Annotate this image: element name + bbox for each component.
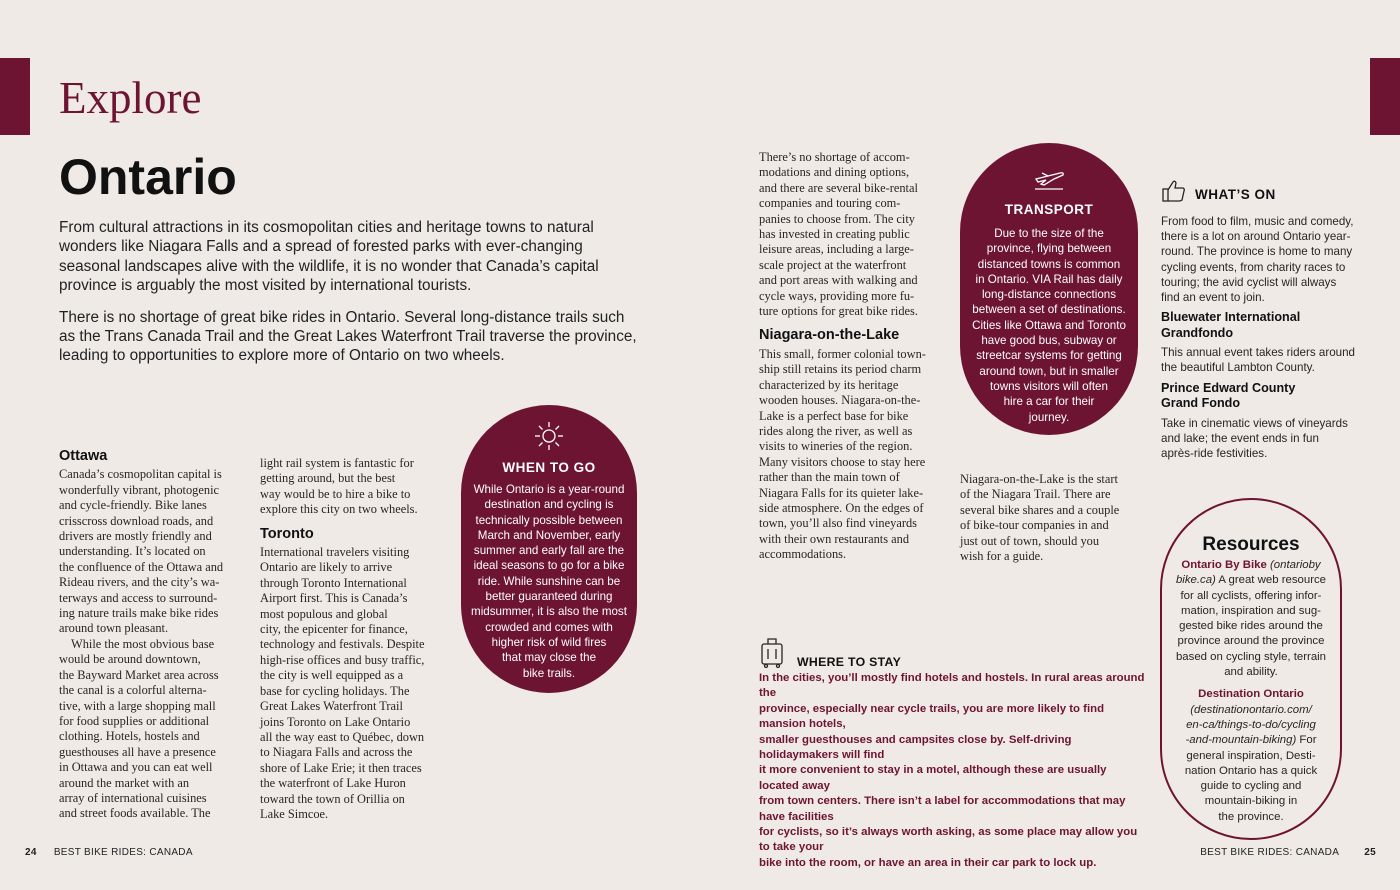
when-to-go-text-line: midsummer, it is also the most bbox=[471, 605, 627, 619]
ottawa-text-line: the Bayward Market area across bbox=[59, 667, 219, 682]
ottawa-text-line: While the most obvious base bbox=[71, 636, 215, 651]
airplane-icon bbox=[1032, 165, 1066, 191]
resource-line: general inspiration, Desti- bbox=[1186, 749, 1316, 762]
ottawa-text-line: Canada’s cosmopolitan capital is bbox=[59, 467, 222, 482]
transport-text-line: distanced towns is common bbox=[977, 257, 1121, 271]
ottawa-text-line: explore this city on two wheels. bbox=[260, 502, 418, 517]
when-to-go-text-line: that may close the bbox=[501, 651, 597, 665]
when-to-go-text bbox=[461, 482, 637, 681]
toronto-text-line: base for cycling holidays. The bbox=[260, 683, 410, 698]
toronto-text-line: cycle ways, providing more fu- bbox=[759, 288, 915, 303]
ottawa-text-line: clothing. Hotels, hostels and bbox=[59, 729, 200, 744]
resource-line: province around the province bbox=[1177, 635, 1325, 648]
when-to-go-text-line: better guaranteed during bbox=[485, 590, 613, 604]
transport-text-line: province, flying between bbox=[986, 242, 1112, 256]
intro-paragraph-1: From cultural attractions in its cosmopolitan cities and heritage towns to natural wonders like Niagara Falls and a spread of forested parks with ever-changing seasonal landscapes alive with the wildlife, it is no wonder that Canada’s capital province is arguably the most visited by international tourists. bbox=[59, 219, 599, 295]
niagara-text-line: town, you’ll also find vineyards bbox=[759, 516, 917, 531]
where-to-stay-text-line: for cyclists, so it’s always worth asking, as some place may allow you to take your bbox=[759, 826, 1138, 854]
left-page-number: 24 bbox=[25, 847, 37, 858]
toronto-text-line: to Niagara Falls and across the bbox=[260, 745, 413, 760]
toronto-text-line: Great Lakes Waterfront Trail bbox=[260, 699, 403, 714]
ottawa-text-line: wonderfully vibrant, photogenic bbox=[59, 482, 220, 497]
where-to-stay-text-line: bike into the room, or have an area in their car park to lock up. bbox=[759, 856, 1097, 869]
event-name: Prince Edward County bbox=[1161, 380, 1296, 395]
whats-on-text-line: there is a lot on around Ontario year- bbox=[1161, 230, 1351, 244]
toronto-text-line: city, the epicenter for finance, bbox=[260, 622, 408, 637]
transport-text-line: have good bus, subway or bbox=[981, 334, 1117, 348]
niagara-text-line: Many visitors choose to stay here bbox=[759, 454, 926, 469]
toronto-text-line: all the way east to Québec, down bbox=[260, 729, 425, 744]
when-to-go-text-line: bike trails. bbox=[522, 666, 576, 680]
toronto-text-line: joins Toronto on Lake Ontario bbox=[260, 714, 411, 729]
whats-on-text-line: find an event to join. bbox=[1161, 291, 1265, 305]
where-to-stay-title: WHERE TO STAY bbox=[797, 655, 902, 669]
left-running-title: BEST BIKE RIDES: CANADA bbox=[53, 847, 193, 858]
transport-text-line: around town, but in smaller bbox=[979, 364, 1119, 378]
niagara-text-line: Niagara Falls for its quieter lake- bbox=[759, 485, 924, 500]
ottawa-text-line: getting around, but the best bbox=[260, 471, 396, 486]
luggage-icon bbox=[759, 636, 785, 668]
toronto-text-line: the waterfront of Lake Huron bbox=[260, 776, 406, 791]
toronto-text-line: ture options for great bike rides. bbox=[759, 304, 918, 319]
ottawa-text-2 bbox=[59, 637, 249, 822]
event-item bbox=[1161, 310, 1361, 375]
resource-line: Ontario By Bike (ontarioby bbox=[1181, 559, 1321, 571]
niagara-text-line: Niagara-on-the-Lake is the start bbox=[960, 472, 1118, 486]
intro bbox=[59, 218, 649, 366]
where-to-stay-text bbox=[759, 671, 1149, 871]
when-to-go-text-line: ideal seasons to go for a bike bbox=[473, 559, 625, 573]
toronto-text-line: leisure areas, including a large- bbox=[759, 242, 914, 257]
when-to-go-text-line: ride. While sunshine can be bbox=[477, 574, 621, 588]
resources-list bbox=[1162, 558, 1340, 825]
whats-on-section bbox=[1161, 178, 1361, 461]
resources-title: Resources bbox=[1202, 534, 1300, 555]
resource-line: gested bike rides around the bbox=[1179, 620, 1323, 633]
intro-paragraph-2: There is no shortage of great bike rides in Ontario. Several long-distance trails such as the Trans Canada Trail and the Great Lakes Waterfront Trail traverse the province, leading to opportunities to explore more of Ontario on two wheels. bbox=[59, 308, 637, 365]
event-description: the beautiful Lambton County. bbox=[1161, 361, 1315, 375]
toronto-text-line: Airport first. This is Canada’s bbox=[260, 591, 408, 606]
resource-item bbox=[1162, 558, 1340, 680]
toronto-text-line: Lake Simcoe. bbox=[260, 806, 329, 821]
toronto-text-line: toward the town of Orillia on bbox=[260, 791, 405, 806]
resource-line: and ability. bbox=[1224, 666, 1278, 679]
when-to-go-title: WHEN TO GO bbox=[502, 460, 596, 475]
when-to-go-text-line: summer and early fall are the bbox=[473, 544, 625, 558]
when-to-go-text-line: crowded and comes with bbox=[485, 620, 613, 634]
transport-text-line: journey. bbox=[1028, 410, 1070, 424]
toronto-text-line: through Toronto International bbox=[260, 575, 407, 590]
resource-line: guide to cycling and bbox=[1200, 780, 1302, 793]
niagara-column bbox=[759, 150, 949, 563]
right-page-tab bbox=[1370, 58, 1400, 135]
ottawa-text-line: way would be to hire a bike to bbox=[260, 486, 411, 501]
toronto-text-line: companies and touring com- bbox=[759, 196, 901, 211]
event-name: Grand Fondo bbox=[1161, 396, 1241, 411]
resources-box bbox=[1160, 498, 1342, 840]
resource-line: the province. bbox=[1218, 810, 1284, 823]
resource-line: -and-mountain-biking) For bbox=[1185, 734, 1317, 747]
event-description: Take in cinematic views of vineyards bbox=[1161, 416, 1348, 430]
transport-text-line: towns visitors will often bbox=[990, 379, 1108, 393]
transport-text-line: between a set of destinations. bbox=[972, 303, 1126, 317]
toronto-text-line: modations and dining options, bbox=[759, 165, 910, 180]
ottawa-text-continued bbox=[260, 456, 450, 518]
ottawa-text-line: around town pleasant. bbox=[59, 621, 169, 636]
sun-icon bbox=[534, 421, 564, 451]
ottawa-text-line: guesthouses all have a presence bbox=[59, 744, 216, 759]
niagara-text-line: rides along the river, as well as bbox=[759, 423, 913, 438]
toronto-text-line: International travelers visiting bbox=[260, 545, 410, 560]
resource-line: mountain-biking in bbox=[1204, 795, 1298, 808]
niagara-heading: Niagara-on-the-Lake bbox=[759, 327, 900, 344]
toronto-text-line: scale project at the waterfront bbox=[759, 257, 907, 272]
ottawa-text-line: and street foods available. The bbox=[59, 806, 211, 821]
ottawa-text-line: Rideau rivers, and the city’s wa- bbox=[59, 575, 220, 590]
thumbs-up-icon bbox=[1161, 178, 1187, 204]
ottawa-text-line: would be around downtown, bbox=[59, 652, 201, 667]
when-to-go-text-line: technically possible between bbox=[475, 513, 623, 527]
transport-text-line: streetcar systems for getting bbox=[976, 349, 1122, 363]
resource-line: bike.ca) A great web resource bbox=[1175, 574, 1327, 587]
toronto-text-line: has invested in creating public bbox=[759, 227, 910, 242]
niagara-text-line: side atmosphere. On the edges of bbox=[759, 500, 924, 515]
niagara-column-2 bbox=[960, 472, 1150, 564]
where-to-stay-text-line: In the cities, you’ll mostly find hotels and hostels. In rural areas around the bbox=[759, 672, 1145, 700]
whats-on-header bbox=[1161, 178, 1361, 204]
transport-text-line: hire a car for their bbox=[1003, 395, 1095, 409]
whats-on-text-line: cycling events, from charity races to bbox=[1161, 260, 1346, 274]
ottawa-text-line: crisscross download roads, and bbox=[59, 513, 214, 528]
niagara-text-line: just out of town, should you bbox=[960, 533, 1100, 548]
ottawa-text-line: in Ottawa and you can eat well bbox=[59, 760, 213, 775]
toronto-text-continued bbox=[759, 150, 949, 319]
left-page-tab bbox=[0, 58, 30, 135]
ottawa-text-line: the confluence of the Ottawa and bbox=[59, 559, 224, 574]
niagara-text-line: rather than the main town of bbox=[759, 470, 900, 485]
ottawa-text-line: the canal is a colorful alterna- bbox=[59, 683, 207, 698]
niagara-text-line: of the Niagara Trail. There are bbox=[960, 487, 1111, 502]
whats-on-text-line: From food to film, music and comedy, bbox=[1161, 215, 1354, 228]
ottawa-heading: Ottawa bbox=[59, 448, 108, 464]
toronto-text-line: There’s no shortage of accom- bbox=[759, 150, 910, 164]
resource-line: nation Ontario has a quick bbox=[1184, 764, 1318, 777]
niagara-text-line: accommodations. bbox=[759, 547, 847, 562]
whats-on-events bbox=[1161, 310, 1361, 461]
transport-text-line: long-distance connections bbox=[981, 288, 1117, 302]
page-title: Ontario bbox=[59, 149, 237, 205]
toronto-text-line: high-rise offices and busy traffic, bbox=[260, 652, 425, 667]
transport-text-line: in Ontario. VIA Rail has daily bbox=[975, 272, 1123, 286]
niagara-text-line: ship still retains its period charm bbox=[759, 362, 922, 377]
footer-right bbox=[1200, 847, 1376, 858]
resource-line: en-ca/things-to-do/cycling bbox=[1186, 718, 1316, 731]
whats-on-text-line: touring; the avid cyclist will always bbox=[1161, 275, 1337, 289]
niagara-text-line: with their own restaurants and bbox=[759, 531, 910, 546]
toronto-text-line: shore of Lake Erie; it then traces bbox=[260, 760, 422, 775]
toronto-column bbox=[260, 456, 450, 822]
when-to-go-text-line: destination and cycling is bbox=[484, 498, 614, 512]
whats-on-text-line: round. The province is home to many bbox=[1161, 245, 1353, 259]
where-to-stay-section bbox=[759, 636, 1149, 871]
ottawa-text-line: for food supplies or additional bbox=[59, 713, 210, 728]
ottawa-column bbox=[59, 449, 249, 822]
niagara-text-line: characterized by its heritage bbox=[759, 377, 899, 392]
ottawa-text-line: understanding. It’s located on bbox=[59, 544, 206, 559]
niagara-text bbox=[759, 347, 949, 563]
resource-line: (destinationontario.com/ bbox=[1190, 703, 1312, 716]
toronto-heading: Toronto bbox=[260, 525, 314, 542]
right-page-number: 25 bbox=[1364, 847, 1376, 858]
niagara-text-continued bbox=[960, 472, 1150, 564]
toronto-text-line: and there are several bike-rental bbox=[759, 180, 918, 195]
section-kicker: Explore bbox=[59, 73, 202, 123]
resource-item bbox=[1162, 687, 1340, 825]
event-item bbox=[1161, 381, 1361, 462]
ottawa-text-line: and cycle-friendly. Bike lanes bbox=[59, 498, 207, 513]
where-to-stay-header bbox=[759, 636, 1149, 668]
resource-line: mation, inspiration and sug- bbox=[1181, 604, 1321, 617]
event-name: Grandfondo bbox=[1161, 325, 1234, 340]
event-description: après-ride festivities. bbox=[1161, 447, 1268, 461]
niagara-text-line: visits to wineries of the region. bbox=[759, 439, 913, 454]
where-to-stay-text-line: it more convenient to stay in a motel, although these are usually located away bbox=[759, 764, 1107, 792]
when-to-go-text-line: While Ontario is a year-round bbox=[473, 483, 625, 496]
where-to-stay-text-line: smaller guesthouses and campsites close by. Self-driving holidaymakers will find bbox=[759, 733, 1072, 762]
transport-text-line: Cities like Ottawa and Toronto bbox=[972, 318, 1126, 332]
niagara-text-line: of bike-tour companies in and bbox=[960, 518, 1109, 533]
event-description: and lake; the event ends in fun bbox=[1161, 431, 1319, 445]
ottawa-text-line: drivers are mostly friendly and bbox=[59, 529, 212, 544]
ottawa-text-line: tive, with a large shopping mall bbox=[59, 698, 216, 713]
niagara-text-line: wish for a guide. bbox=[960, 549, 1044, 564]
transport-title: TRANSPORT bbox=[1004, 202, 1094, 217]
event-name: Bluewater International bbox=[1161, 310, 1301, 325]
right-running-title: BEST BIKE RIDES: CANADA bbox=[1200, 847, 1340, 858]
ottawa-text-line: around the market with an bbox=[59, 775, 190, 790]
niagara-text-line: several bike shares and a couple bbox=[960, 502, 1120, 517]
toronto-text-line: Ontario are likely to arrive bbox=[260, 560, 393, 575]
toronto-text-line: most populous and global bbox=[260, 606, 388, 621]
where-to-stay-text-line: from town centers. There isn’t a label for accommodations that may have facilities bbox=[759, 795, 1126, 823]
where-to-stay-text-line: province, especially near cycle trails, you are more likely to find mansion hotels, bbox=[759, 702, 1105, 731]
niagara-text-line: wooden houses. Niagara-on-the- bbox=[759, 393, 921, 408]
ottawa-text-line: terways and access to surround- bbox=[59, 590, 218, 605]
transport-text bbox=[960, 226, 1138, 425]
ottawa-text bbox=[59, 467, 249, 636]
niagara-text-line: This small, former colonial town- bbox=[759, 346, 926, 361]
transport-text-line: Due to the size of the bbox=[994, 227, 1104, 240]
toronto-text-line: panies to choose from. The city bbox=[759, 211, 915, 226]
toronto-text-line: the city is well equipped as a bbox=[260, 668, 404, 683]
ottawa-text-line: light rail system is fantastic for bbox=[260, 456, 414, 470]
event-description: This annual event takes riders around bbox=[1161, 346, 1355, 360]
ottawa-text-line: ing nature trails make bike rides bbox=[59, 606, 219, 621]
resource-line: for all cyclists, offering infor- bbox=[1180, 589, 1322, 602]
ottawa-text-line: array of international cuisines bbox=[59, 790, 207, 805]
resource-line: based on cycling style, terrain bbox=[1175, 650, 1327, 663]
footer-left bbox=[25, 847, 193, 858]
toronto-text bbox=[260, 545, 450, 822]
when-to-go-box bbox=[461, 405, 637, 693]
transport-box bbox=[960, 143, 1138, 435]
when-to-go-text-line: March and November, early bbox=[477, 528, 621, 542]
whats-on-intro bbox=[1161, 214, 1361, 305]
niagara-text-line: Lake is a perfect base for bike bbox=[759, 408, 909, 423]
resource-line: Destination Ontario bbox=[1198, 688, 1304, 701]
toronto-text-line: technology and festivals. Despite bbox=[260, 637, 425, 652]
toronto-text-line: and port areas with walking and bbox=[759, 273, 918, 288]
when-to-go-text-line: higher risk of wild fires bbox=[491, 635, 607, 649]
whats-on-title: WHAT’S ON bbox=[1195, 187, 1276, 203]
